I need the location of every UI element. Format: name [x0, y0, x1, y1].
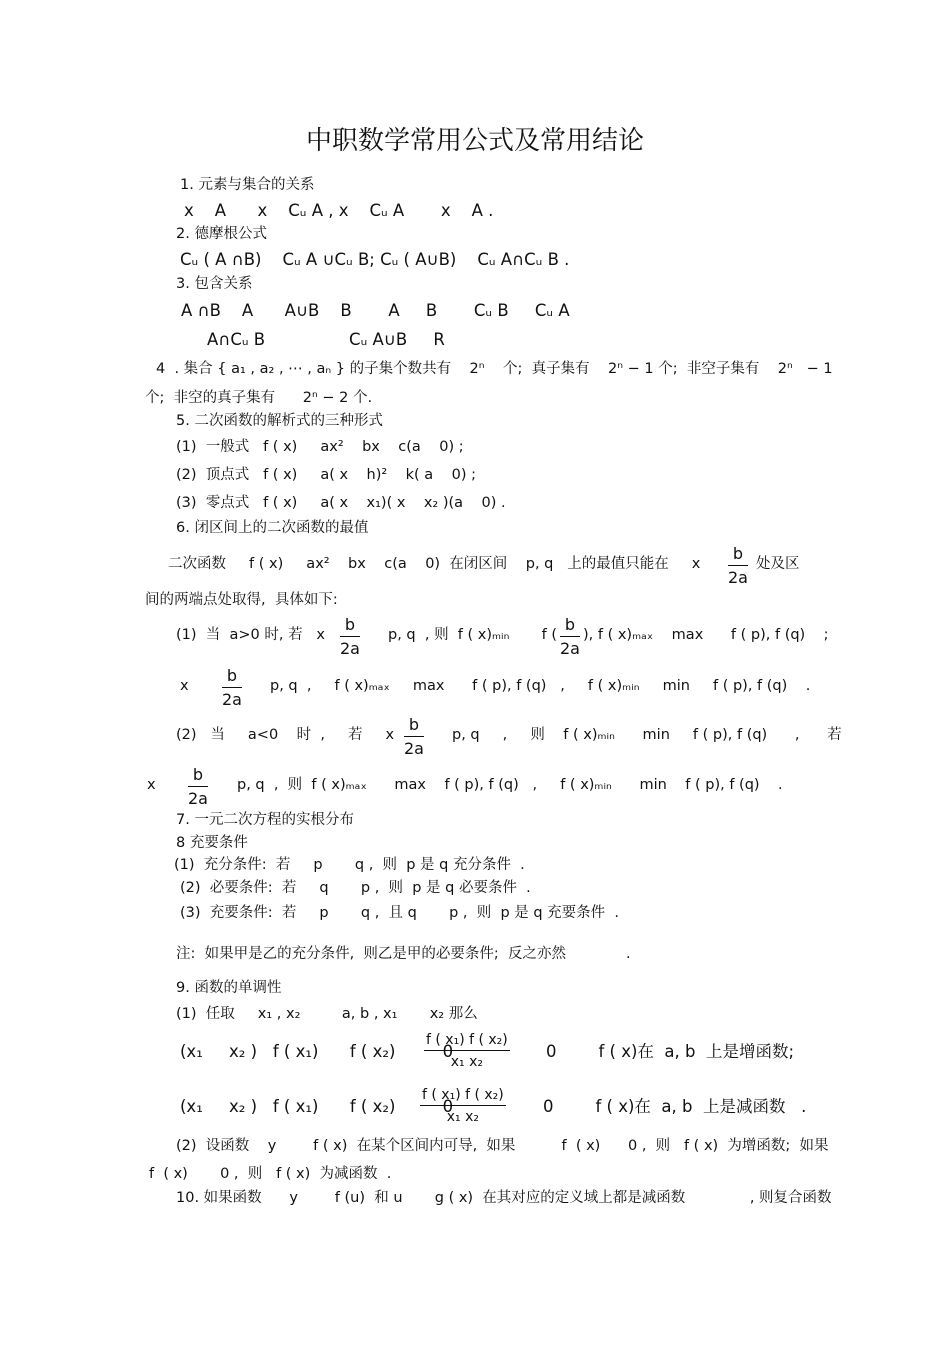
section-6-intro-a: 二次函数 f ( x) ax² bx c(a 0) 在闭区间 p, q 上的最值只能在 x — [168, 556, 701, 572]
section-2-formula: Cᵤ ( A ∩B) Cᵤ A ∪Cᵤ B; Cᵤ ( A∪B) Cᵤ A∩Cᵤ B . — [180, 250, 570, 269]
increasing-condition-right: 0 f ( x)在 a, b 上是增函数; — [546, 1042, 795, 1061]
fraction-numerator: b — [192, 765, 204, 784]
section-5-vertex-form: (2) 顶点式 f ( x) a( x h)² k( a 0) ; — [176, 467, 476, 483]
fraction-b-over-2a — [560, 617, 580, 657]
fraction-numerator: b — [732, 544, 744, 563]
fraction-denominator: 2a — [222, 690, 242, 709]
fraction-numerator: b — [226, 666, 238, 685]
fraction-b-over-2a — [404, 717, 424, 757]
section-9-take: (1) 任取 x₁ , x₂ a, b , x₁ x₂ 那么 — [176, 1006, 478, 1022]
fraction-denominator: x₁ x₂ — [446, 1109, 479, 1125]
fraction-denominator: 2a — [188, 789, 208, 808]
section-5-heading: 5. 二次函数的解析式的三种形式 — [176, 413, 383, 429]
fraction-denominator: 2a — [340, 639, 360, 658]
difference-quotient-fraction — [420, 1088, 506, 1124]
section-7-heading: 7. 一元二次方程的实根分布 — [176, 812, 354, 828]
section-4-line-2: 个; 非空的真子集有 2ⁿ − 2 个. — [145, 390, 373, 406]
fraction-numerator: b — [564, 615, 576, 634]
case-2-b: p, q , f ( x)ₘₐₓ max f ( p), f (q) , f ( x)ₘᵢₙ min f ( p), f (q) . — [270, 678, 811, 694]
increasing-condition-left: (x₁ x₂ ) f ( x₁) f ( x₂) 0 — [180, 1042, 454, 1061]
case-1-c: ), f ( x)ₘₐₓ max f ( p), f (q) ; — [583, 627, 829, 643]
necessary-condition: (2) 必要条件: 若 q p , 则 p 是 q 必要条件 . — [180, 880, 531, 896]
difference-quotient-fraction — [424, 1033, 510, 1069]
case-3-a: (2) 当 a<0 时 , 若 x — [176, 727, 395, 743]
fraction-numerator: b — [344, 615, 356, 634]
case-1-b: p, q , 则 f ( x)ₘᵢₙ f ( — [388, 627, 558, 643]
case-2-a: x — [180, 678, 189, 694]
section-9-heading: 9. 函数的单调性 — [176, 980, 282, 996]
fraction-numerator: f ( x₁) f ( x₂) — [426, 1032, 508, 1048]
section-5-general-form: (1) 一般式 f ( x) ax² bx c(a 0) ; — [176, 439, 464, 455]
section-5-zero-form: (3) 零点式 f ( x) a( x x₁)( x x₂ )(a 0) . — [176, 495, 506, 511]
decreasing-condition-left: (x₁ x₂ ) f ( x₁) f ( x₂) 0 — [180, 1097, 454, 1116]
section-9-derivative-2: f ( x) 0 , 则 f ( x) 为减函数 . — [149, 1166, 392, 1182]
fraction-numerator: f ( x₁) f ( x₂) — [422, 1087, 504, 1103]
fraction-denominator: x₁ x₂ — [450, 1054, 483, 1070]
fraction-numerator: b — [408, 715, 420, 734]
section-6-intro-2: 间的两端点处取得, 具体如下: — [145, 592, 338, 608]
section-3-heading: 3. 包含关系 — [176, 276, 253, 292]
fraction-b-over-2a — [188, 767, 208, 807]
case-3-b: p, q , 则 f ( x)ₘᵢₙ min f ( p), f (q) , 若 — [452, 727, 842, 743]
fraction-denominator: 2a — [728, 568, 748, 587]
section-6-heading: 6. 闭区间上的二次函数的最值 — [176, 520, 369, 536]
section-9-derivative-1: (2) 设函数 y f ( x) 在某个区间内可导, 如果 f ( x) 0 , 则 f ( x) 为增函数; 如果 — [176, 1138, 829, 1154]
fraction-denominator: 2a — [560, 639, 580, 658]
case-4-b: p, q , 则 f ( x)ₘₐₓ max f ( p), f (q) , f ( x)ₘᵢₙ min f ( p), f (q) . — [237, 777, 783, 793]
case-4-a: x — [147, 777, 156, 793]
section-4-line-1: 4 . 集合 { a₁ , a₂ , ⋯ , aₙ } 的子集个数共有 2ⁿ 个; 真子集有 2ⁿ − 1 个; 非空子集有 2ⁿ − 1 — [156, 361, 833, 377]
decreasing-condition-right: 0 f ( x)在 a, b 上是减函数 . — [543, 1097, 807, 1116]
section-3-formula-2: A∩Cᵤ B Cᵤ A∪B R — [207, 330, 445, 349]
section-8-heading: 8 充要条件 — [176, 835, 248, 851]
fraction-denominator: 2a — [404, 739, 424, 758]
necessary-sufficient-condition: (3) 充要条件: 若 p q , 且 q p , 则 p 是 q 充要条件 . — [180, 905, 620, 921]
section-2-heading: 2. 德摩根公式 — [176, 226, 267, 242]
page-title: 中职数学常用公式及常用结论 — [305, 126, 644, 156]
fraction-b-over-2a — [222, 668, 242, 708]
section-6-intro-b: 处及区 — [756, 556, 800, 572]
section-3-formula-1: A ∩B A A∪B B A B Cᵤ B Cᵤ A — [181, 301, 570, 320]
fraction-b-over-2a — [728, 546, 748, 586]
section-10-line: 10. 如果函数 y f (u) 和 u g ( x) 在其对应的定义域上都是减函数 , 则复合函数 — [176, 1190, 832, 1206]
sufficient-condition: (1) 充分条件: 若 p q , 则 p 是 q 充分条件 . — [174, 857, 525, 873]
case-1-a: (1) 当 a>0 时, 若 x — [176, 627, 325, 643]
section-1-heading: 1. 元素与集合的关系 — [180, 177, 315, 193]
section-8-note: 注: 如果甲是乙的充分条件, 则乙是甲的必要条件; 反之亦然 . — [176, 946, 631, 962]
fraction-b-over-2a — [340, 617, 360, 657]
section-1-formula: x A x Cᵤ A , x Cᵤ A x A . — [184, 201, 494, 220]
